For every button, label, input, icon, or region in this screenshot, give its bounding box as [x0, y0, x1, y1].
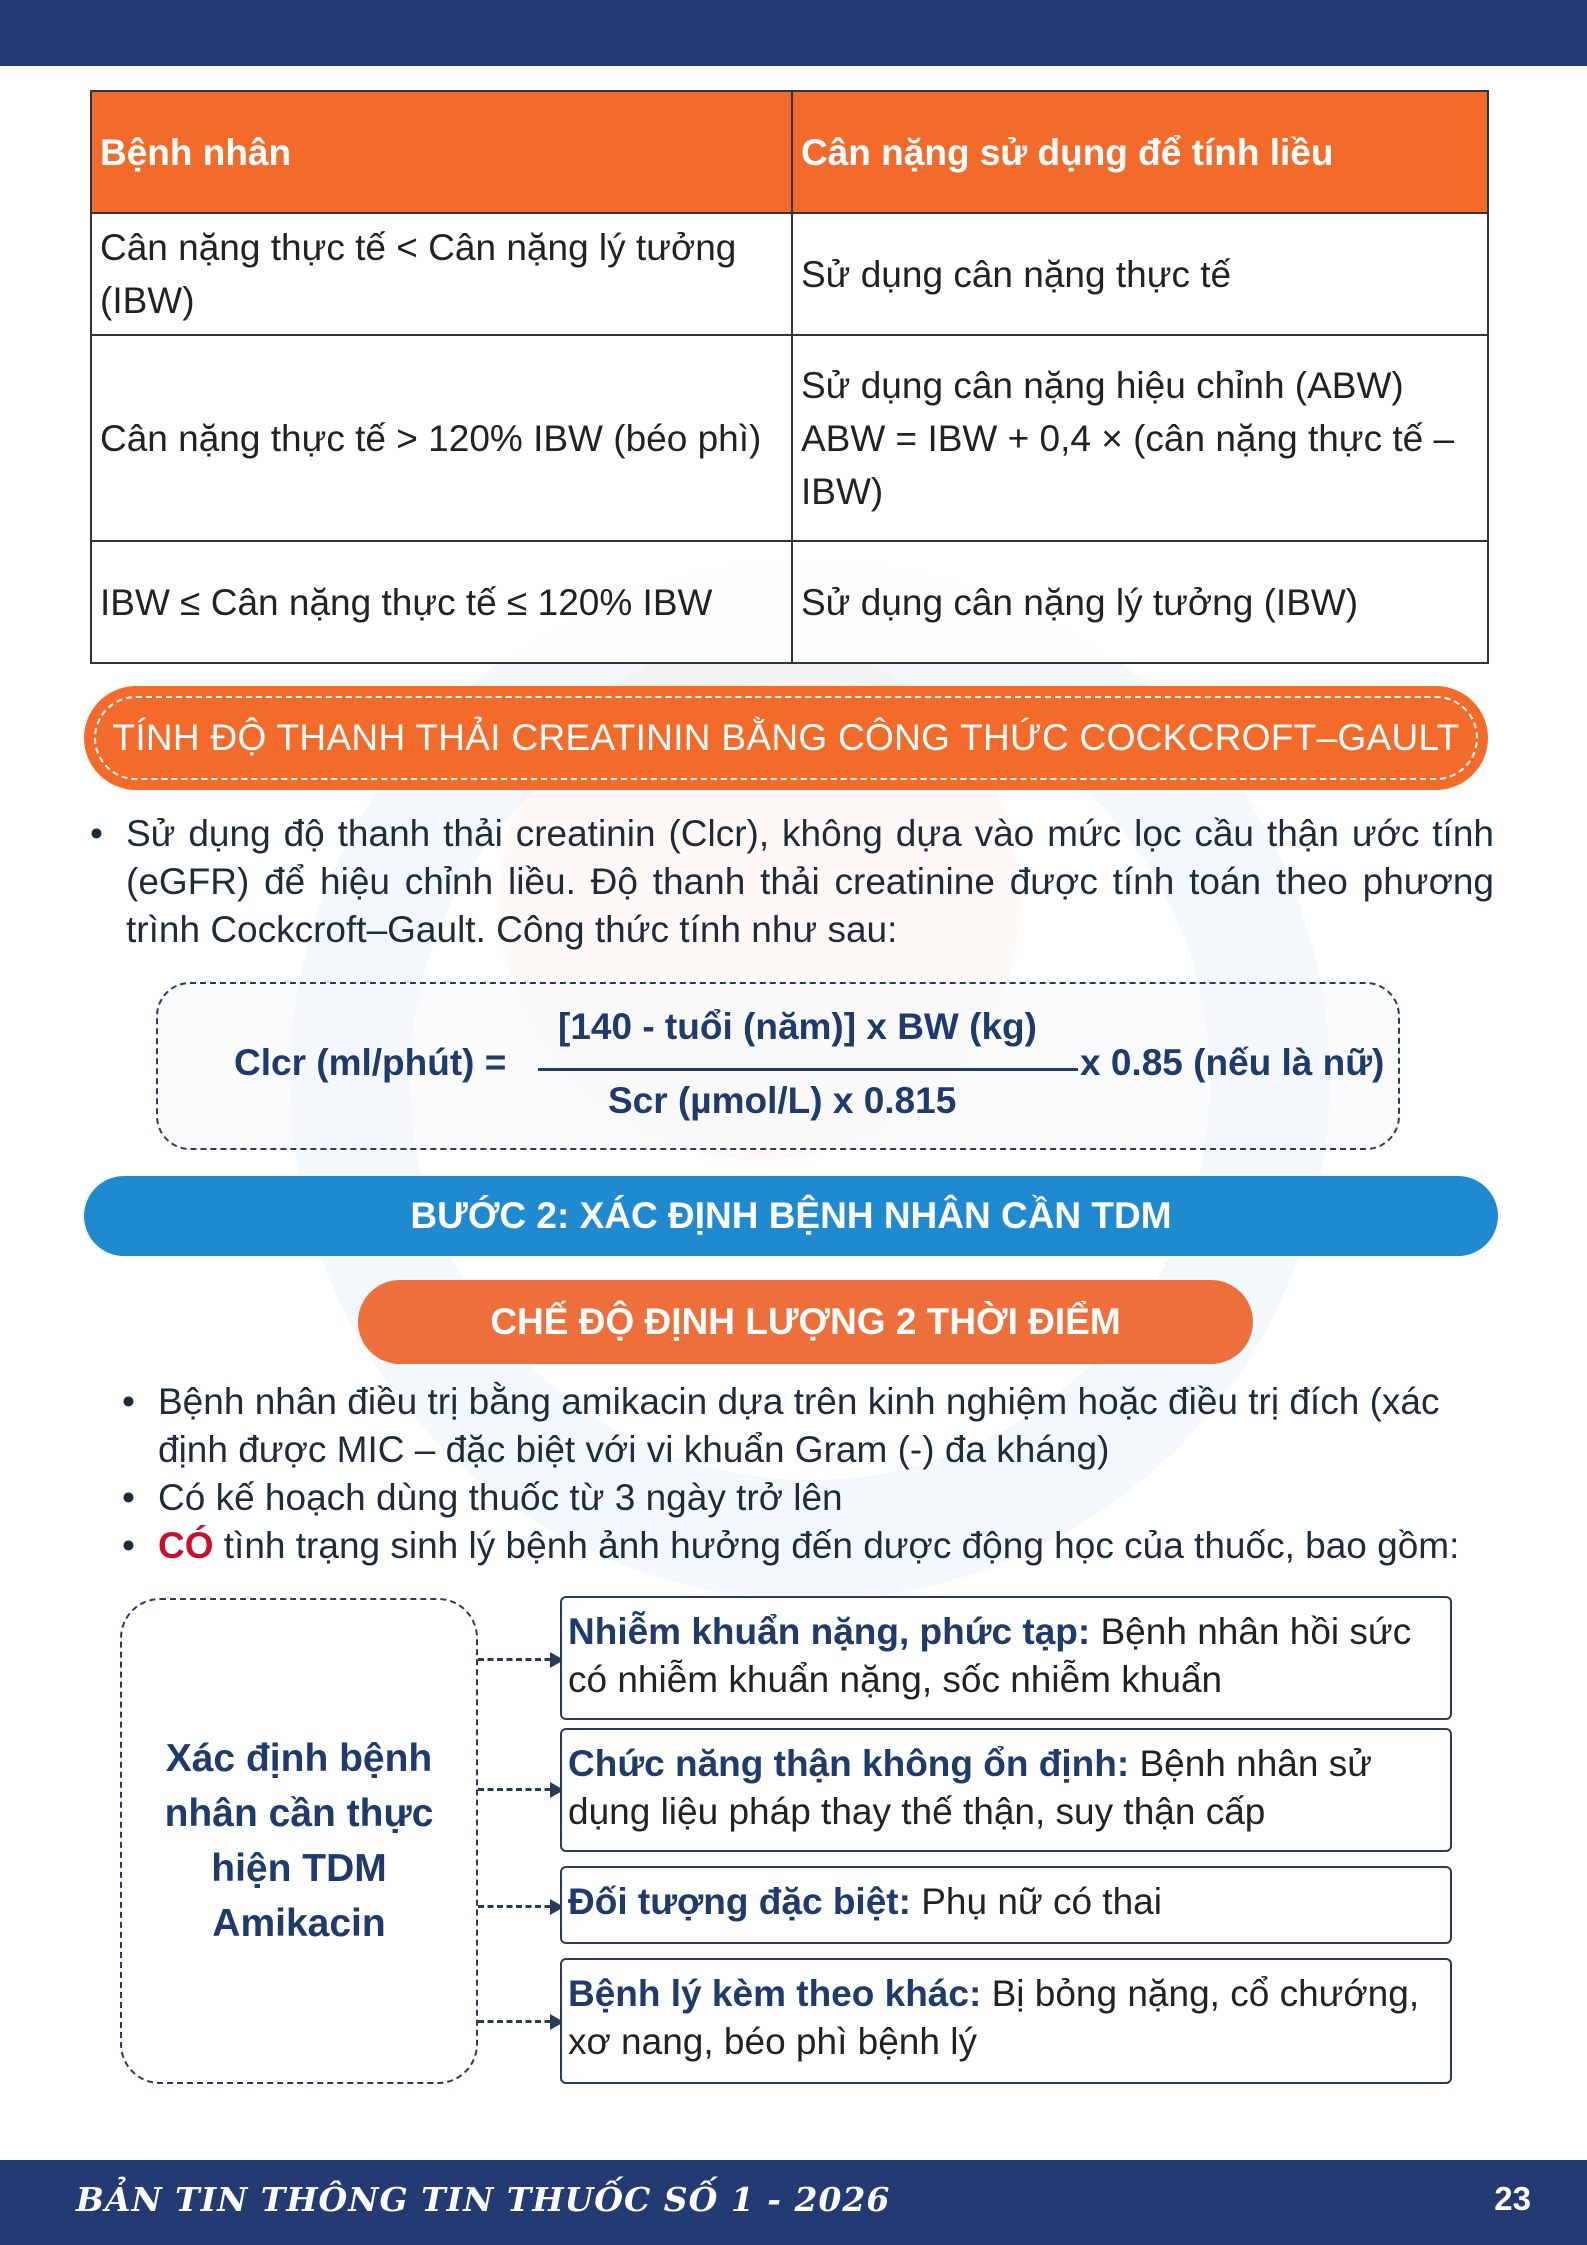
table-cell-condition: IBW ≤ Cân nặng thực tế ≤ 120% IBW: [91, 541, 792, 663]
table-cell-condition: Cân nặng thực tế > 120% IBW (béo phì): [91, 335, 792, 541]
arrow-right-icon: [478, 1905, 560, 1908]
diagram-item-box: [560, 1958, 1452, 2084]
diagram-item-text: Bị bỏng nặng, cổ chướng, xơ nang, béo phì bệnh lý: [568, 1973, 1420, 2062]
table-cell-weight: [792, 541, 1488, 663]
diagram-item-title: Chức năng thận không ổn định:: [568, 1743, 1130, 1784]
cockcroft-paragraph: [90, 810, 1494, 954]
diagram-item-box: [560, 1866, 1452, 1944]
diagram-item-text: Bệnh nhân hồi sức có nhiễm khuẩn nặng, sốc nhiễm khuẩn: [568, 1611, 1412, 1700]
page-number: 23: [1494, 2180, 1531, 2217]
arrow-right-icon: [478, 1658, 560, 1661]
cockcroft-section-header: [84, 686, 1488, 790]
formula-lhs: Clcr (ml/phút) =: [234, 1042, 507, 1083]
fraction-bar: [538, 1068, 1078, 1071]
formula-denominator: Scr (µmol/L) x 0.815: [608, 1080, 957, 1121]
table-header-row: [91, 91, 1488, 213]
table-header-weight: Cân nặng sử dụng để tính liều: [792, 91, 1488, 213]
cockcroft-section-title: TÍNH ĐỘ THANH THẢI CREATININ BẰNG CÔNG THỨC COCKCROFT–GAULT: [94, 696, 1478, 780]
diagram-item-box: [560, 1728, 1452, 1852]
formula-numerator: [140 - tuổi (năm)] x BW (kg): [558, 1006, 1037, 1047]
footer-bar: [0, 2160, 1587, 2245]
diagram-item-title: Nhiễm khuẩn nặng, phức tạp:: [568, 1611, 1091, 1652]
list-item: [122, 1522, 1492, 1570]
list-item: • Bệnh nhân điều trị bằng amikacin dựa trên kinh nghiệm hoặc điều trị đích (xác định được MIC – đặc biệt với vi khuẩn Gram (-) đa kháng): [122, 1378, 1492, 1474]
table-cell-weight: [792, 335, 1488, 541]
tdm-criteria-list: [122, 1378, 1492, 1570]
list-item: • Có kế hoạch dùng thuốc từ 3 ngày trở lên: [122, 1474, 1492, 1522]
weight-line: Sử dụng cân nặng lý tưởng (IBW): [801, 581, 1359, 623]
arrow-right-icon: [478, 1788, 560, 1791]
table-cell-condition: Cân nặng thực tế < Cân nặng lý tưởng (IBW): [91, 213, 792, 335]
bullet-dot-icon: •: [90, 813, 103, 854]
arrow-right-icon: [478, 2020, 560, 2023]
diagram-item-title: Đối tượng đặc biệt:: [568, 1881, 911, 1922]
table-row: [91, 541, 1488, 663]
diagram-item-title: Bệnh lý kèm theo khác:: [568, 1973, 982, 2014]
footer-title: BẢN TIN THÔNG TIN THUỐC SỐ 1 - 2026: [76, 2180, 891, 2219]
regimen-header: CHẾ ĐỘ ĐỊNH LƯỢNG 2 THỜI ĐIỂM: [358, 1280, 1253, 1364]
weight-table: [90, 90, 1489, 664]
weight-formula-line: ABW = IBW + 0,4 × (cân nặng thực tế – IBW): [801, 417, 1455, 512]
weight-line: Sử dụng cân nặng hiệu chỉnh (ABW): [801, 364, 1404, 406]
cockcroft-paragraph-text: Sử dụng độ thanh thải creatinin (Clcr), không dựa vào mức lọc cầu thận ước tính (eGFR) để hiệu chỉnh liều. Độ thanh thải creatinine được tính toán theo phương trình Cockcroft–Gault. Công thức tính như sau:: [126, 813, 1494, 950]
top-bar: [0, 0, 1587, 66]
step2-header: BƯỚC 2: XÁC ĐỊNH BỆNH NHÂN CẦN TDM: [84, 1176, 1498, 1256]
weight-line: Sử dụng cân nặng thực tế: [801, 253, 1232, 295]
emphasis-co: CÓ: [158, 1525, 214, 1566]
diagram-item-box: [560, 1596, 1452, 1720]
table-header-patient: Bệnh nhân: [91, 91, 792, 213]
diagram-item-text: Bệnh nhân sử dụng liệu pháp thay thế thận, suy thận cấp: [568, 1743, 1373, 1832]
list-item-text: tình trạng sinh lý bệnh ảnh hưởng đến dược động học của thuốc, bao gồm:: [213, 1525, 1460, 1566]
table-cell-weight: [792, 213, 1488, 335]
table-row: [91, 213, 1488, 335]
formula-rhs: x 0.85 (nếu là nữ): [1080, 1042, 1385, 1083]
table-row: [91, 335, 1488, 541]
formula-box: [156, 982, 1400, 1150]
diagram-left-box: Xác định bệnh nhân cần thực hiện TDM Amikacin: [120, 1598, 478, 2084]
diagram-item-text: Phụ nữ có thai: [910, 1881, 1162, 1922]
